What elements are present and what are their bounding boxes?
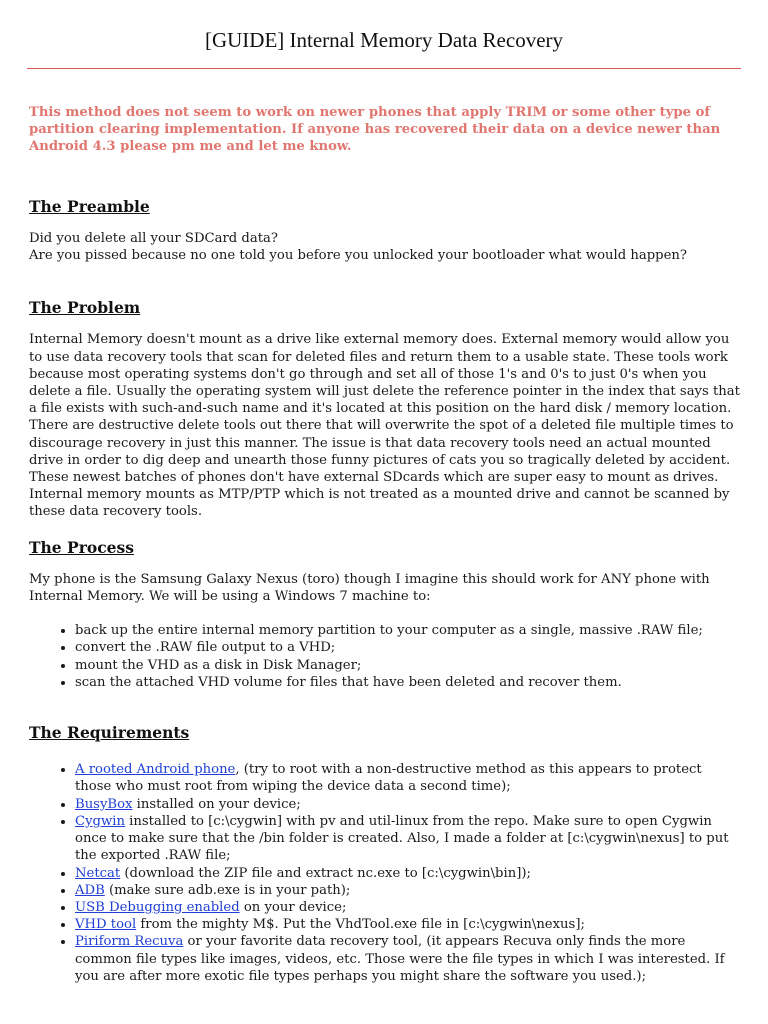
process-steps-list (29, 622, 741, 691)
document-body (29, 104, 741, 985)
list-item-text: installed on your device; (132, 796, 301, 812)
list-item: • mount the VHD as a disk in Disk Manager; (75, 657, 741, 674)
requirements-heading: The Requirements (29, 723, 190, 743)
list-item: • back up the entire internal memory partition to your computer as a single, massive .RAW file; (75, 622, 741, 639)
adb-link[interactable]: ADB (75, 882, 105, 898)
list-item-text: or your favorite data recovery tool, (it appears Recuva only finds the more common file types like images, videos, etc. Those were the file types in which I was interested. If you are after more exotic file types perhaps you might share the software you used.); (75, 934, 725, 984)
warning-note: This method does not seem to work on newer phones that apply TRIM or some other type of partition clearing implementation. If anyone has recovered their data on a device newer than Android 4.3 please pm me and let me know. (29, 105, 721, 155)
list-item (75, 761, 741, 795)
netcat-link[interactable]: Netcat (75, 865, 121, 881)
list-item (75, 933, 741, 985)
list-item-text: (download the ZIP file and extract nc.exe to [c:\cygwin\bin]); (120, 865, 531, 881)
list-item-text: on your device; (239, 899, 347, 915)
list-item-text: from the mighty M$. Put the VhdTool.exe file in [c:\cygwin\nexus]; (136, 917, 585, 933)
list-item (75, 796, 741, 813)
process-heading: The Process (29, 537, 134, 557)
preamble-line-1: Did you delete all your SDCard data? (29, 230, 278, 246)
list-item (75, 899, 741, 916)
list-item-text: , (try to root with a non-destructive method as this appears to protect those who must root from wiping the device data a second time); (75, 762, 702, 795)
list-item (75, 882, 741, 899)
list-item-text: installed to [c:\cygwin] with pv and util-linux from the repo. Make sure to open Cygwin once to make sure that the /bin folder is created. Also, I made a folder at [c:\cygwin\nexus] to put the exported .RAW file; (75, 813, 729, 864)
cygwin-link[interactable]: Cygwin (75, 813, 125, 829)
rooted-android-link[interactable]: A rooted Android phone (75, 762, 236, 778)
list-item (75, 916, 741, 933)
list-item-text: (make sure adb.exe is in your path); (104, 882, 351, 898)
piriform-recuva-link[interactable]: Piriform Recuva (75, 934, 184, 950)
list-item (75, 865, 741, 882)
busybox-link[interactable]: BusyBox (75, 796, 133, 812)
requirements-list (29, 761, 741, 985)
preamble-heading: The Preamble (29, 196, 150, 216)
title-divider (27, 68, 741, 69)
problem-heading: The Problem (29, 298, 141, 318)
list-item (75, 813, 741, 865)
page-title: [GUIDE] Internal Memory Data Recovery (204, 28, 564, 52)
usb-debugging-link[interactable]: USB Debugging enabled (75, 899, 240, 915)
process-intro: My phone is the Samsung Galaxy Nexus (toro) though I imagine this should work for ANY phone with Internal Memory. We will be using a Windows 7 machine to: (29, 571, 710, 605)
preamble-line-2: Are you pissed because no one told you before you unlocked your bootloader what would happen? (29, 248, 687, 264)
problem-paragraph: Internal Memory doesn't mount as a drive like external memory does. External memory would allow you to use data recovery tools that scan for deleted files and return them to a usable state. These tools work because most operating systems don't go through and set all of those 1's and 0's to just 0's when you delete a file. Usually the operating system will just delete the reference pointer in the index that says that a file exists with such-and-such name and it's located at this position on the hard disk / memory location. There are destructive delete tools out there that will overwrite the spot of a deleted file multiple times to discourage recovery in just this manner. The issue is that data recovery tools need an actual mounted drive in order to dig deep and unearth those funny pictures of cats you so tragically deleted by accident. These newest batches of phones don't have external SDcards which are super easy to mount as drives. Internal memory mounts as MTP/PTP which is not treated as a mounted drive and cannot be scanned by these data recovery tools. (29, 332, 740, 520)
vhd-tool-link[interactable]: VHD tool (75, 917, 137, 933)
list-item: • convert the .RAW file output to a VHD; (75, 639, 741, 656)
list-item: • scan the attached VHD volume for files that have been deleted and recover them. (75, 674, 741, 691)
